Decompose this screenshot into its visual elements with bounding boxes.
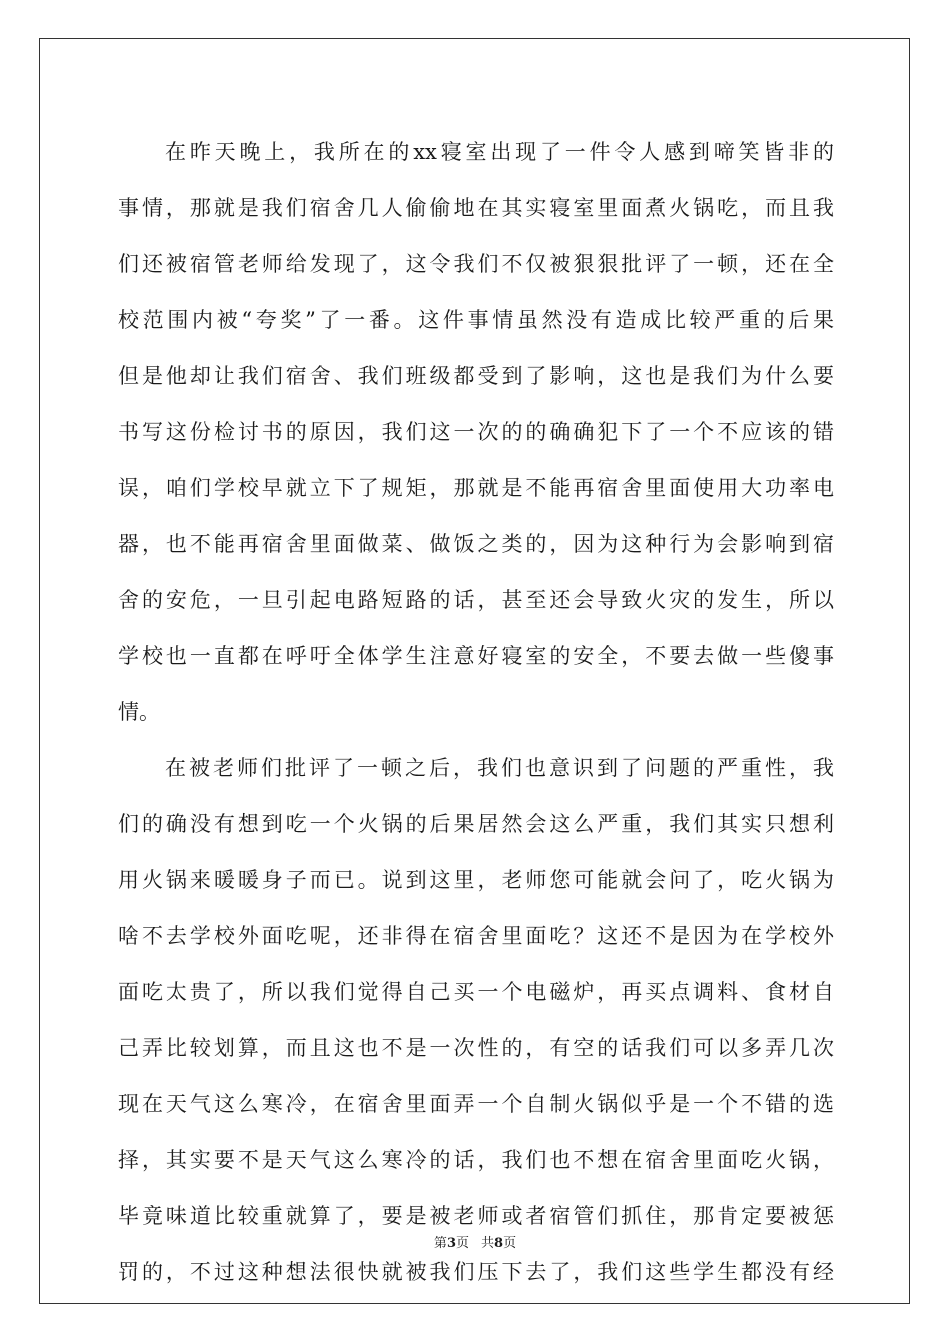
paragraph-1-line-8: 器，也不能再宿舍里面做菜、做饭之类的，因为这种行为会影响到宿	[118, 532, 834, 556]
total-prefix: 共	[481, 1236, 495, 1251]
paragraph-2-line-1: 在被老师们批评了一顿之后，我们也意识到了问题的严重性，我	[165, 756, 834, 780]
page-prefix: 第	[433, 1236, 447, 1251]
paragraph-2-line-3: 用火锅来暖暖身子而已。说到这里，老师您可能就会问了，吃火锅为	[118, 868, 834, 892]
paragraph-1-line-3: 们还被宿管老师给发现了，这令我们不仅被狠狠批评了一顿，还在全	[118, 252, 834, 276]
paragraph-1-line-9: 舍的安危，一旦引起电路短路的话，甚至还会导致火灾的发生，所以	[118, 588, 834, 612]
paragraph-2-line-2: 们的确没有想到吃一个火锅的后果居然会这么严重，我们其实只想利	[118, 812, 834, 836]
paragraph-1-line-11: 情。	[118, 700, 160, 724]
paragraph-2-line-5: 面吃太贵了，所以我们觉得自己买一个电磁炉，再买点调料、食材自	[118, 980, 834, 1004]
paragraph-1-line-5: 但是他却让我们宿舍、我们班级都受到了影响，这也是我们为什么要	[118, 364, 834, 388]
paragraph-2-line-6: 己弄比较划算，而且这也不是一次性的，有空的话我们可以多弄几次	[118, 1036, 834, 1060]
paragraph-1-line-6: 书写这份检讨书的原因，我们这一次的的确确犯下了一个不应该的错	[118, 420, 834, 444]
paragraph-2-line-7: 现在天气这么寒冷，在宿舍里面弄一个自制火锅似乎是一个不错的选	[118, 1092, 834, 1116]
paragraph-2-line-9: 毕竟味道比较重就算了，要是被老师或者宿管们抓住，那肯定要被惩	[118, 1204, 834, 1228]
paragraph-1-line-1: 在昨天晚上，我所在的xx寝室出现了一件令人感到啼笑皆非的	[165, 140, 834, 164]
paragraph-1-line-7: 误，咱们学校早就立下了规矩，那就是不能再宿舍里面使用大功率电	[118, 476, 834, 500]
paragraph-2-line-8: 择，其实要不是天气这么寒冷的话，我们也不想在宿舍里面吃火锅，	[118, 1148, 834, 1172]
paragraph-2-line-10: 罚的，不过这种想法很快就被我们压下去了，我们这些学生都没有经	[118, 1260, 834, 1284]
page-total-number: 8	[494, 1236, 504, 1251]
paragraph-1-line-4: 校范围内被“夸奖”了一番。这件事情虽然没有造成比较严重的后果	[118, 308, 834, 332]
document-body	[118, 124, 834, 1300]
paragraph-2-line-4: 啥不去学校外面吃呢，还非得在宿舍里面吃？这还不是因为在学校外	[118, 924, 834, 948]
paragraph-1-line-10: 学校也一直都在呼吁全体学生注意好寝室的安全，不要去做一些傻事	[118, 644, 834, 668]
total-suffix: 页	[503, 1236, 517, 1251]
paragraph-1-line-2: 事情，那就是我们宿舍几人偷偷地在其实寝室里面煮火锅吃，而且我	[118, 196, 834, 220]
page-suffix: 页	[455, 1236, 469, 1251]
page-footer	[0, 1232, 950, 1251]
page-current-number: 3	[446, 1236, 456, 1251]
